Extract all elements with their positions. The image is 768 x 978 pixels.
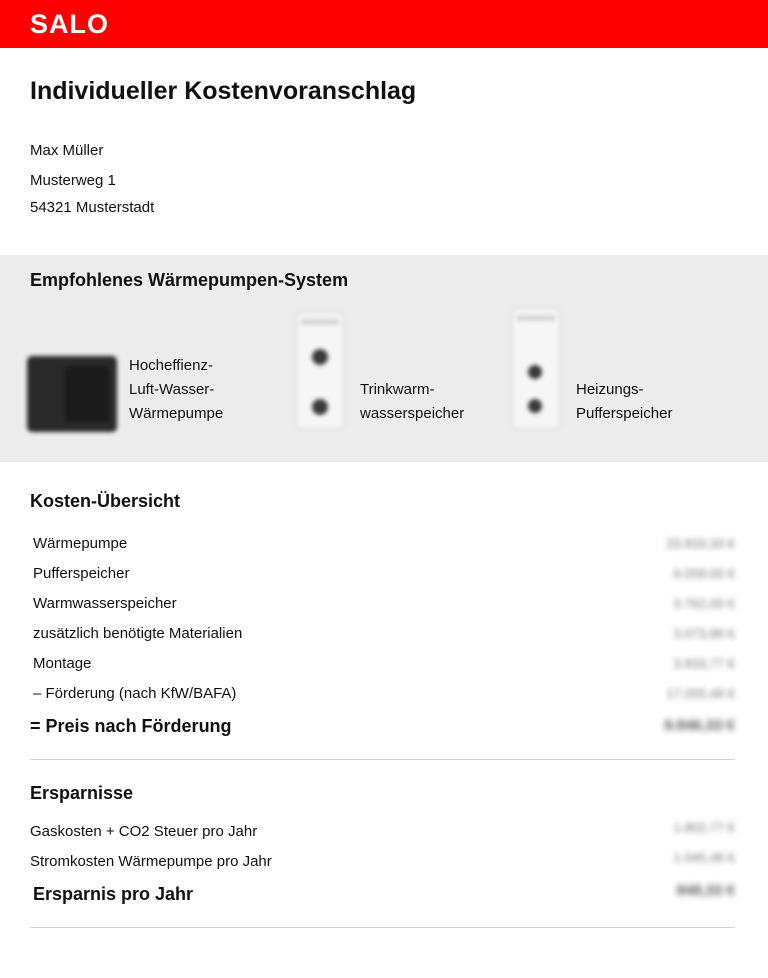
costs-heading: Kosten-Übersicht (30, 491, 181, 511)
product-label-line: Wärmepumpe (129, 405, 224, 422)
product-label-line: Pufferspeicher (576, 405, 673, 422)
divider (30, 759, 735, 760)
buffer-tank-image (512, 308, 560, 430)
product-label-line: Hocheffienz- (129, 357, 213, 374)
product-label-water-tank (360, 378, 464, 426)
heat-pump-image (27, 356, 117, 432)
page-title: Individueller Kostenvoranschlag (30, 77, 417, 105)
header-bar (0, 0, 768, 48)
cost-row-value: 6.058,00 € (673, 566, 735, 581)
cost-row-label: Pufferspeicher (33, 565, 130, 582)
product-label-line: wasserspeicher (360, 405, 465, 422)
cost-row-value: 23.833,33 € (666, 536, 735, 551)
price-after-subsidy-label: = Preis nach Förderung (30, 716, 232, 736)
customer-street: Musterweg 1 (30, 172, 116, 189)
savings-row-label: Stromkosten Wärmepumpe pro Jahr (30, 853, 272, 870)
system-heading: Empfohlenes Wärmepumpen-System (30, 270, 349, 290)
product-label-heat-pump (129, 354, 223, 426)
cost-row-label: Warmwasserspeicher (33, 595, 177, 612)
savings-row-value: 1.045,48 € (673, 850, 735, 865)
water-tank-image (296, 312, 344, 430)
savings-row-label: Gaskosten + CO2 Steuer pro Jahr (30, 823, 258, 840)
savings-heading: Ersparnisse (30, 783, 134, 803)
price-after-subsidy-value: 9.846,33 € (664, 717, 735, 734)
cost-row-value: 17.055,48 € (666, 686, 735, 701)
customer-name: Max Müller (30, 142, 104, 159)
product-label-line: Heizungs- (576, 381, 644, 398)
divider (30, 927, 735, 928)
cost-row-value: 3.762,00 € (673, 596, 735, 611)
customer-city: 54321 Musterstadt (30, 199, 155, 216)
product-label-buffer-tank (576, 378, 672, 426)
cost-row-label: – Förderung (nach KfW/BAFA) (33, 685, 237, 702)
savings-row-value: 1.802,77 € (673, 820, 735, 835)
product-label-line: Luft-Wasser- (129, 381, 215, 398)
product-label-line: Trinkwarm- (360, 381, 435, 398)
salo-logo[interactable]: SALO (30, 9, 110, 39)
cost-row-label: Wärmepumpe (33, 535, 128, 552)
cost-row-label: Montage (33, 655, 92, 672)
cost-row-value: 3.073,88 € (673, 626, 735, 641)
savings-per-year-label: Ersparnis pro Jahr (33, 884, 194, 904)
recommended-system-section (0, 255, 768, 462)
cost-row-value: 3.833,77 € (673, 656, 735, 671)
savings-per-year-value: 848,33 € (676, 882, 735, 899)
cost-row-label: zusätzlich benötigte Materialien (33, 625, 243, 642)
